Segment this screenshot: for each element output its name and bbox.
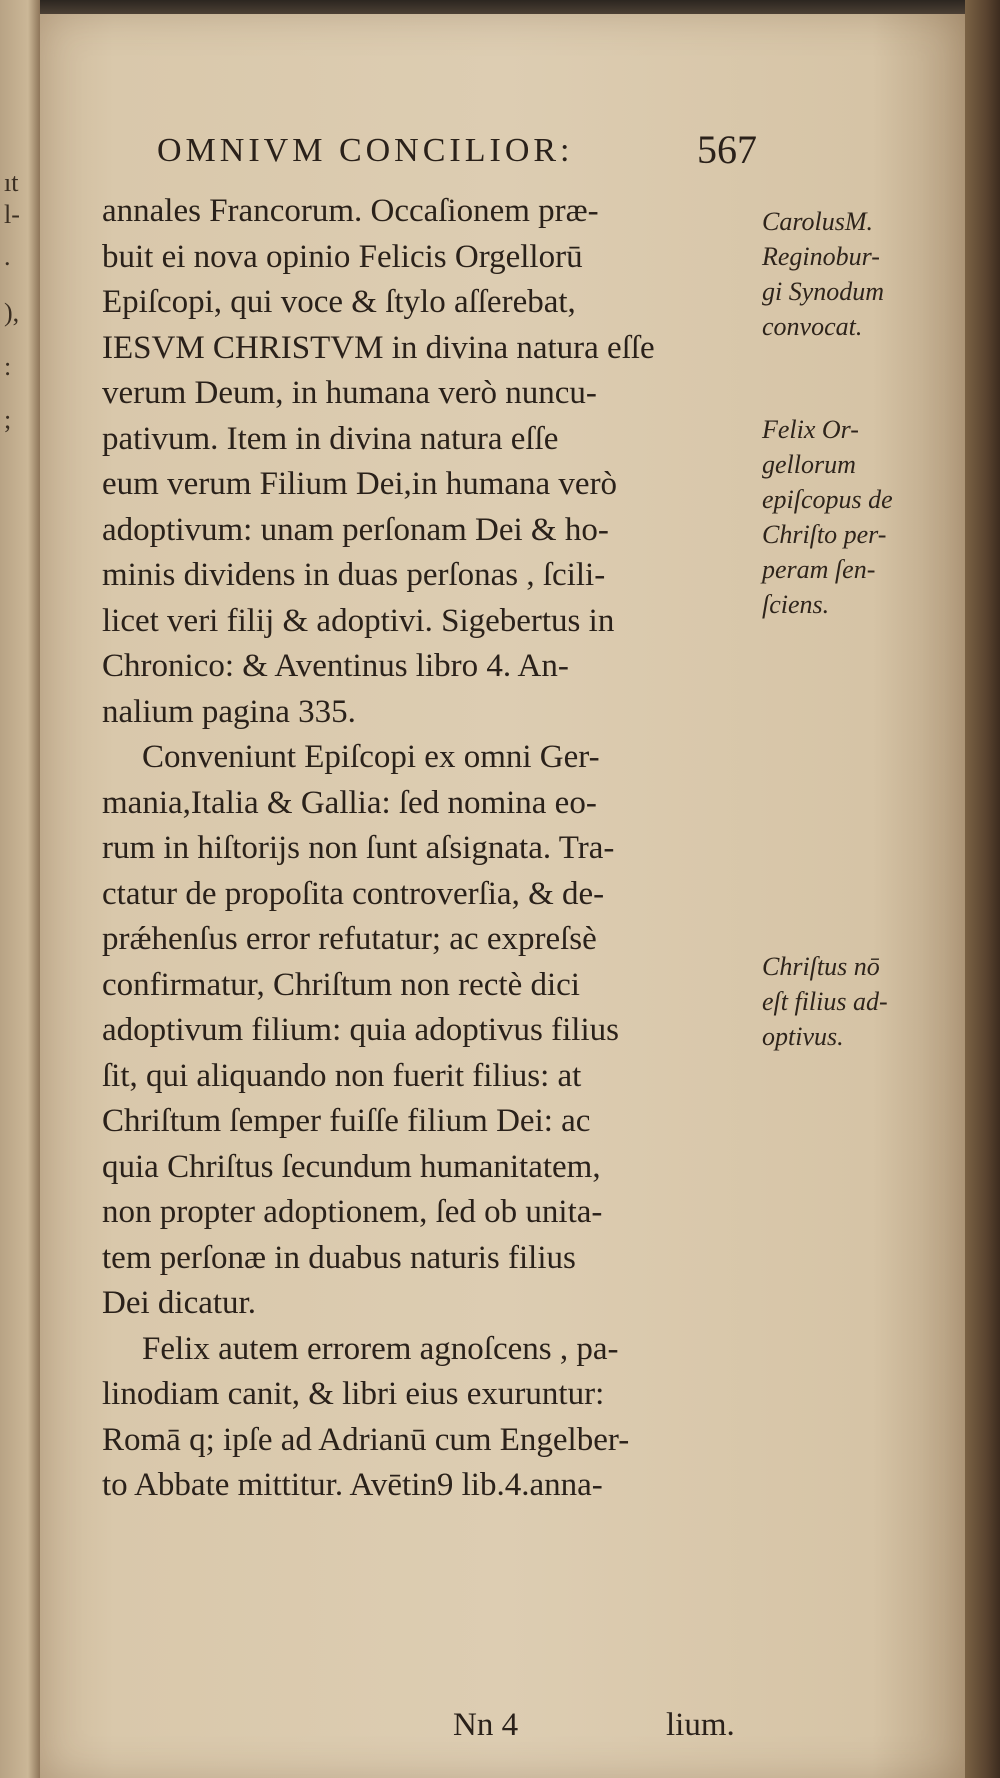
facing-page-fragment: . xyxy=(4,242,11,271)
margin-note-felix xyxy=(762,412,942,622)
text-line: ctatur de propoſita controverſia, & de- xyxy=(102,875,605,912)
margin-note-line: epiſcopus de xyxy=(762,485,893,514)
facing-page-fragment: : xyxy=(4,352,12,381)
margin-note-line: gellorum xyxy=(762,450,856,479)
text-line: IESVM CHRISTVM in divina natura eſſe xyxy=(102,329,655,366)
text-line: minis dividens in duas perſonas , ſcili- xyxy=(102,557,606,593)
text-line: quia Chriſtus ſecundum humanitatem, xyxy=(102,1148,601,1185)
running-head-title: OMNIVM CONCILIOR: xyxy=(157,132,574,169)
text-line: linodiam canit, & libri eius exuruntur: xyxy=(102,1376,605,1412)
margin-note-line: peram ſen- xyxy=(762,555,876,584)
text-line: confirmatur, Chriſtum non rectè dici xyxy=(102,966,580,1003)
paragraph-start-line: Conveniunt Epiſcopi ex omni Ger- xyxy=(142,739,600,775)
text-line: Romā q; ipſe ad Adrianū cum Engelber- xyxy=(102,1421,630,1458)
text-line: annales Francorum. Occaſionem præ- xyxy=(102,193,599,229)
margin-note-line: Chriſtus nō xyxy=(762,952,880,981)
running-head xyxy=(157,127,777,172)
margin-note-line: eſt filius ad- xyxy=(762,987,888,1016)
text-line: Chronico: & Aventinus libro 4. An- xyxy=(102,648,569,684)
text-line: pativum. Item in divina natura eſſe xyxy=(102,420,559,457)
margin-note-carolus xyxy=(762,204,942,344)
catchword: lium. xyxy=(666,1707,735,1743)
facing-page-edge xyxy=(0,0,40,1778)
margin-note-line: Felix Or- xyxy=(762,415,859,444)
facing-page-fragment: ; xyxy=(4,405,12,434)
text-line: rum in hiſtorijs non ſunt aſsignata. Tra- xyxy=(102,830,615,866)
text-line: mania,Italia & Gallia: ſed nomina eo- xyxy=(102,784,597,821)
text-line: to Abbate mittitur. Avētin9 lib.4.anna- xyxy=(102,1467,603,1503)
text-line: licet veri filij & adoptivi. Sigebertus in xyxy=(102,602,615,639)
facing-page-fragment: l- xyxy=(4,200,20,229)
signature-mark: Nn 4 xyxy=(453,1707,519,1743)
margin-note-line: Chriſto per- xyxy=(762,520,887,549)
facing-page-fragment: ıt xyxy=(4,168,19,197)
page-fore-edge xyxy=(965,0,1000,1778)
text-line: verum Deum, in humana verò nuncu- xyxy=(102,375,597,411)
paragraph-start-line: Felix autem errorem agnoſcens , pa- xyxy=(142,1330,619,1367)
text-line: adoptivum: unam perſonam Dei & ho- xyxy=(102,511,609,548)
margin-note-line: ſciens. xyxy=(762,590,830,619)
text-line: Dei dicatur. xyxy=(102,1285,256,1321)
text-line: Epiſcopi, qui voce & ſtylo aſſerebat, xyxy=(102,284,576,320)
text-line: nalium pagina 335. xyxy=(102,693,356,730)
facing-page-fragment: ), xyxy=(4,298,20,327)
body-text xyxy=(102,189,762,1509)
margin-note-line: optivus. xyxy=(762,1022,844,1051)
text-line: adoptivum filium: quia adoptivus filius xyxy=(102,1012,619,1048)
margin-note-christus xyxy=(762,949,942,1054)
text-line: non propter adoptionem, ſed ob unita- xyxy=(102,1194,603,1230)
margin-note-line: Reginobur- xyxy=(762,242,880,271)
margin-note-line: convocat. xyxy=(762,312,863,341)
text-line: tem perſonæ in duabus naturis filius xyxy=(102,1239,576,1276)
margin-note-line: gi Synodum xyxy=(762,277,885,306)
text-line: eum verum Filium Dei,in humana verò xyxy=(102,466,618,502)
margin-note-line: CarolusM. xyxy=(762,207,873,236)
book-page xyxy=(40,14,965,1778)
text-line: prǽhenſus error refutatur; ac expreſsè xyxy=(102,921,597,957)
page-number: 567 xyxy=(697,127,757,172)
text-line: buit ei nova opinio Felicis Orgellorū xyxy=(102,238,583,275)
text-line: ſit, qui aliquando non fuerit filius: at xyxy=(102,1057,582,1094)
text-line: Chriſtum ſemper fuiſſe filium Dei: ac xyxy=(102,1103,591,1139)
